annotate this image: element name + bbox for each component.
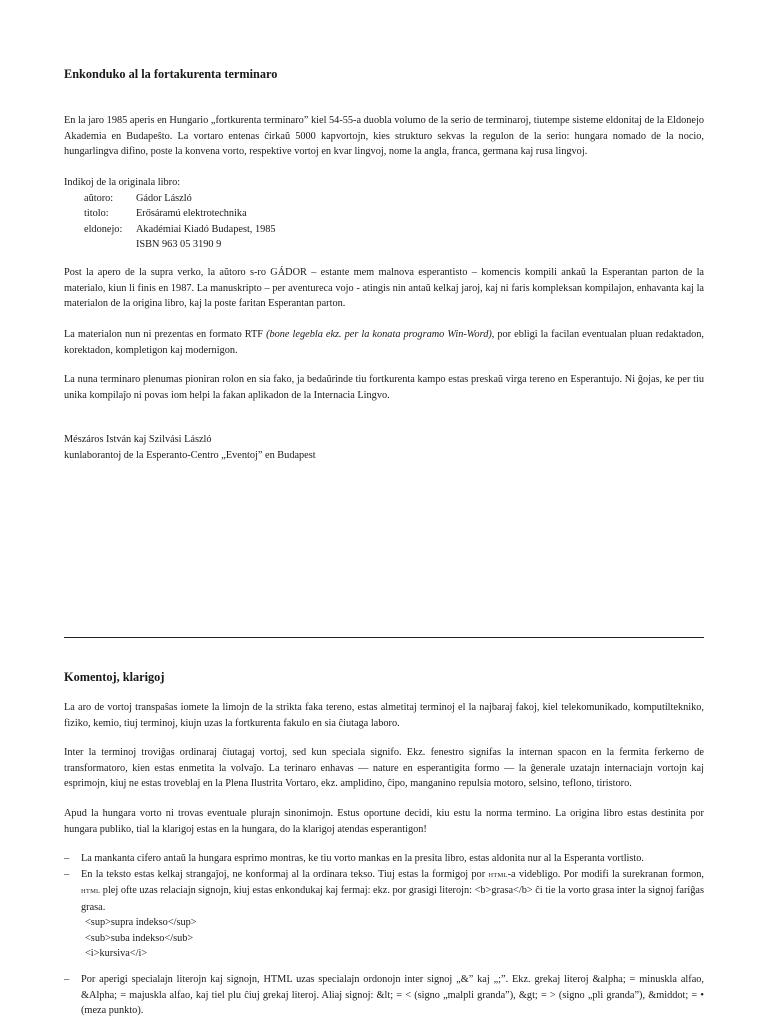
list-item (64, 867, 704, 962)
meta-value: Gádor László (136, 192, 192, 204)
meta-value: ISBN 963 05 3190 9 (136, 239, 222, 250)
text-run: En la teksto estas kelkaj strangaĵoj, ne konformaj al la ordinara tekso. Tiuj estas la formigoj por (81, 868, 489, 880)
list-item (64, 972, 704, 1019)
html-smallcaps: HTML (488, 871, 508, 879)
list-item-text (81, 867, 704, 916)
list-item-body (81, 867, 704, 962)
list-dash: – (64, 868, 70, 880)
intro-paragraph-4: La nuna terminaro plenumas pioniran rolon en sia fako, ja bedaŭrinde tiu fortkurenta kampo estas preskaŭ virga tereno en Esperantujo. Ni ĝojas, ke per tiu unika kompilaĵo ni povas iom helpi la fakan aplikadon de la Internacia Lingvo. (64, 374, 704, 401)
list-dash: – (64, 974, 70, 985)
comments-bullet-list (64, 851, 704, 962)
signature-names: Mészáros István kaj Szilvási László (64, 434, 212, 445)
list-item (64, 851, 704, 867)
original-book-info (64, 175, 704, 253)
intro-paragraph-1: En la jaro 1985 aperis en Hungario „fortkurenta terminaro” kiel 54-55-a duobla volumo de la serio de terminaroj, tiutempe sisteme eldonitaj de la Eldonejo Akademia en Budapeŝto. La vortaro entenas ĉirkaŭ 5000 kapvortojn, kies strukturo sekvas la regulon de la serio: hungara nomado de la nocio, hungarlingva difino, poste la konvena vorto, respektive vortoj en kvar lingvoj, nome la angla, franca, germana kaj rusa lingvoj. (64, 115, 704, 157)
signature-role: kunlaborantoj de la Esperanto-Centro „Eventoj” en Budapest (64, 449, 316, 461)
list-dash: – (64, 853, 70, 864)
section-title-comments: Komentoj, klarigoj (64, 670, 165, 684)
meta-value: Erősáramú elektrotechnika (136, 208, 247, 219)
meta-key: eldonejo: (84, 223, 123, 235)
signature-block (64, 432, 704, 463)
original-book-info-heading: Indikoj de la originala libro: (64, 177, 181, 188)
meta-row-title (64, 206, 704, 222)
intro-paragraph-2: Post la apero de la supra verko, la aŭtoro s-ro GÁDOR – estante mem malnova esperantisto – komencis kompili ankaŭ la Esperantan parton de la materialo, kiun li finis en 1987. La manuskripto – per aventureca vojo - atingis nin antaŭ kelkaj jaroj, kaj ni faris kompleksan kompilajon, enhavanta kaj la materialon de la origina libro, kaj la poste faritan Esperantan parton. (64, 267, 704, 309)
meta-value: Akadémiai Kiadó Budapest, 1985 (136, 223, 276, 235)
comments-paragraph-1: La aro de vortoj transpaŝas iomete la limojn de la strikta faka tereno, estas almetitaj terminoj el la najbaraj fakoj, kiel telekomunikado, komputilteknikо, fiziko, kemio, tiuj terminoj, kiujn uzas la fortkurenta fakulo en sia ĉiutaga laboro. (64, 702, 704, 729)
text-run: -a videbligo. Por modifi la surekranan formon, (507, 868, 704, 880)
code-example-sup: <sup>supra indekso</sup> (85, 917, 197, 928)
comments-bullet-list-2 (64, 972, 704, 1019)
meta-key: titolo: (84, 208, 109, 219)
section-divider (64, 637, 704, 638)
html-smallcaps: HTML (81, 888, 101, 895)
paragraph-text: , por ebligi la facilan eventualan pluan redaktadon, korektadon, kompletigon kaj modernigon. (64, 329, 704, 356)
meta-row-author (64, 191, 704, 207)
section-title-introduction: Enkonduko al la fortakurenta terminaro (64, 67, 278, 81)
meta-row-isbn (64, 237, 704, 253)
code-example-sub: <sub>suba indekso</sub> (85, 932, 194, 944)
meta-key: aŭtoro: (84, 192, 114, 204)
list-item-text: La mankanta cifero antaŭ la hungara esprimo montras, ke tiu vorto mankas en la presita libro, estas aldonita nur al la Esperanta vortlisto. (81, 853, 645, 864)
text-run: plej ofte uzas relaciajn signojn, kiuj estas enkondukaj kaj fermaj: ekz. por grasigi literojn: <b>grasa</b> ĉi tie la vorto grasa inter la signoj fariĝas grasa. (81, 885, 704, 913)
comments-paragraph-2: Inter la terminoj troviĝas ordinaraj ĉiutagaj vortoj, sed kun speciala signifo. Ekz. fenestro signifas la internan spacon en la fermita ferkerno de transformatoro, kien estas enmetita la volvaĵo. La terinaro enhavas — nature en esperantigita formo — la ĝenerale uzatajn internaciajn vortojn kaj esprimojn, kiuj ne estas troveblaj en la Plena Ilustrita Vortaro, ekz. amplidino, ĉipo, manganino repulsia motoro, selsino, teflono, tiristoro. (64, 747, 704, 789)
comments-paragraph-3: Apud la hungara vorto ni trovas eventuale plurajn sinonimojn. Estus oportune decidi, kiu estu la norma termino. La origina libro estas destinita por hungara publiko, tial la klarigoj estas en la hungara, do la klarigoj atendas esperantigon! (64, 808, 704, 835)
meta-key (64, 237, 136, 253)
code-example-italic: <i>kursiva</i> (85, 948, 148, 959)
meta-row-publisher (64, 222, 704, 238)
intro-paragraph-3 (64, 327, 704, 358)
list-item-text: Por aperigi specialajn literojn kaj signojn, HTML uzas specialajn ordonojn inter signoj „&” kaj „;”. Ekz. grekaj literoj &alpha; = minuskla alfao, &Alpha; = majuskla alfao, kaj tiel plu ĉiuj grekaj literoj. Aliaj signoj: &lt; = < (signo „malpli granda”), &gt; = > (signo „pli granda”), &middot; = • (meza punkto). (81, 974, 704, 1016)
paragraph-text: La materialon nun ni prezentas en formato RTF (64, 329, 267, 340)
italic-note: (bone legebla ekz. per la konata programo Win-Word) (266, 329, 492, 340)
